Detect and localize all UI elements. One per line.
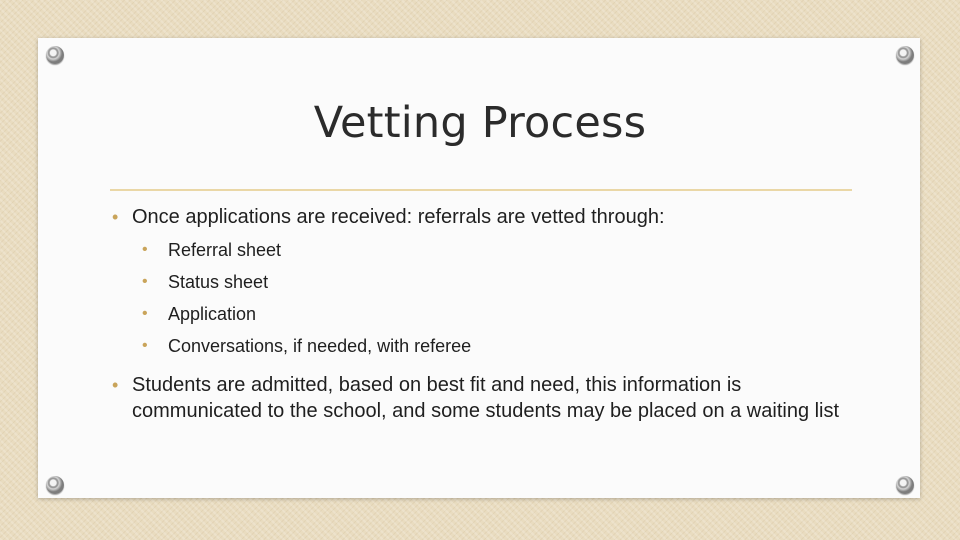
sub-bullet-text: Status sheet xyxy=(168,272,269,292)
bullet-item xyxy=(112,372,852,424)
bullet-icon: • xyxy=(112,207,119,227)
sub-bullet-item xyxy=(112,330,852,362)
pushpin-icon xyxy=(896,476,914,494)
bullet-icon: • xyxy=(142,241,148,258)
bullet-item xyxy=(112,204,852,230)
pushpin-icon xyxy=(896,46,914,64)
sub-bullet-text: Conversations, if needed, with referee xyxy=(168,336,472,356)
sub-bullet-list xyxy=(112,234,852,362)
pushpin-icon xyxy=(46,46,64,64)
bullet-icon: • xyxy=(112,375,119,395)
slide-body xyxy=(112,204,852,424)
bullet-icon: • xyxy=(142,273,148,290)
sub-bullet-text: Application xyxy=(168,304,257,324)
sub-bullet-item xyxy=(112,298,852,330)
bullet-text: Once applications are received: referrals are vetted through: xyxy=(132,206,665,228)
bullet-icon: • xyxy=(142,305,148,322)
sub-bullet-text: Referral sheet xyxy=(168,240,282,260)
sub-bullet-item xyxy=(112,266,852,298)
pushpin-icon xyxy=(46,476,64,494)
bullet-text: Students are admitted, based on best fit and need, this information is communicated to the school, and some students may be placed on a waiting list xyxy=(132,374,840,422)
slide-title: Vetting Process xyxy=(313,98,647,148)
sub-bullet-item xyxy=(112,234,852,266)
title-divider xyxy=(110,189,852,191)
bullet-icon: • xyxy=(142,337,148,354)
